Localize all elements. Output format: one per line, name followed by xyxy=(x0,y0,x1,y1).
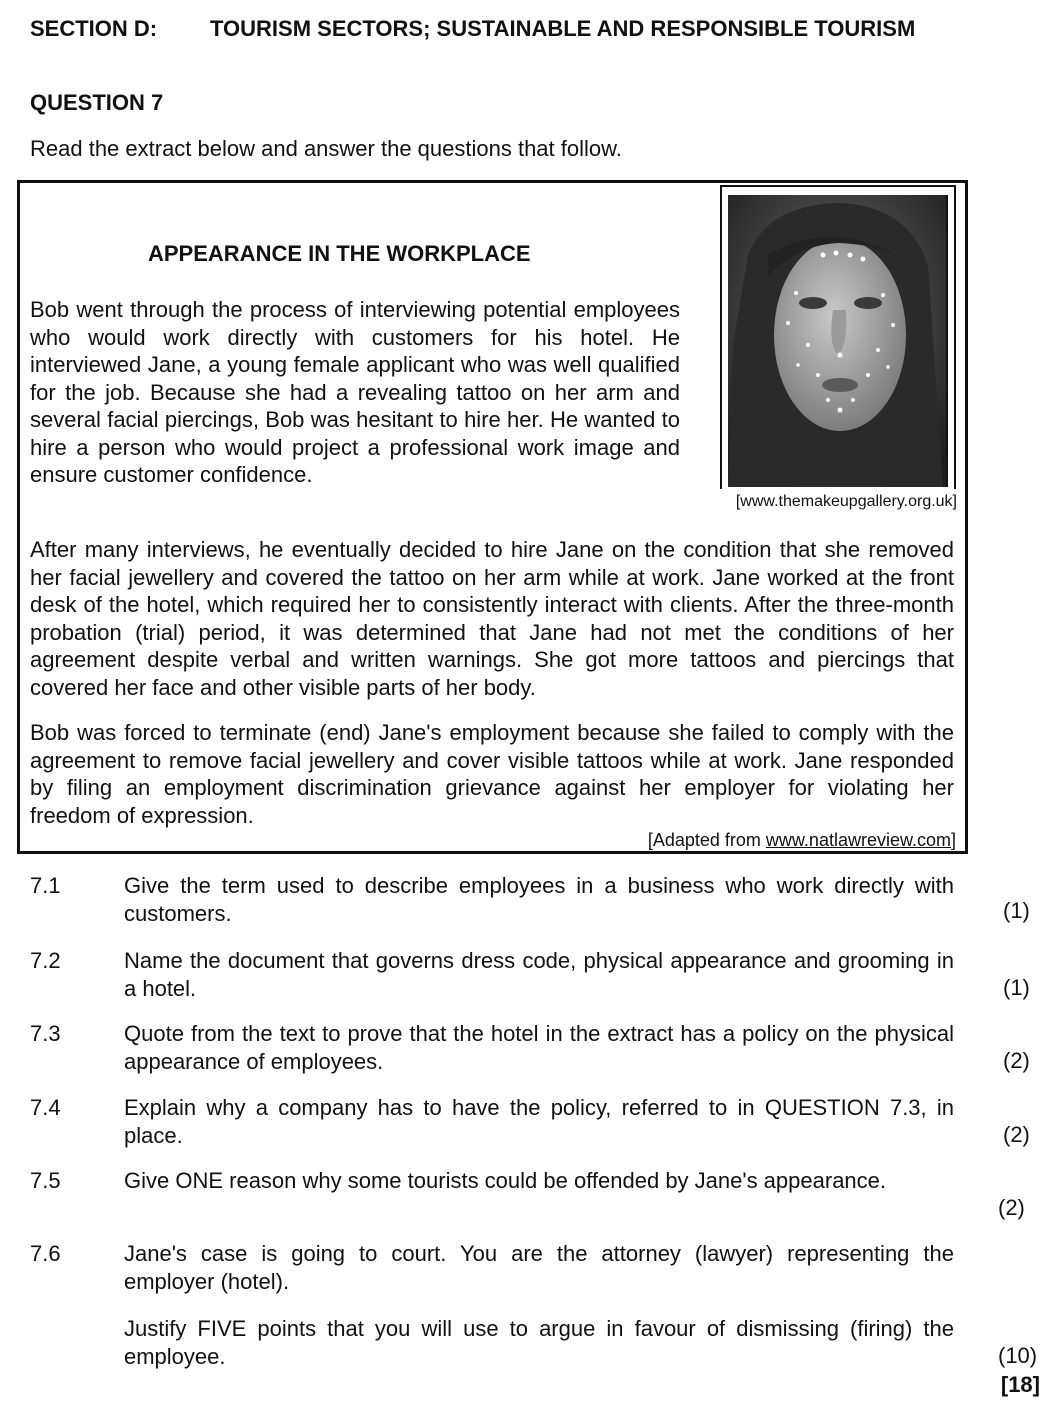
question-number: 7.2 xyxy=(30,948,61,973)
extract-paragraph-1: Bob went through the process of interviewing potential employees who would work directly with customers for his hotel. He interviewed Jane, a young female applicant who was well qualified for the job. Because she had a revealing tattoo on her arm and several facial piercings, Bob was hesitant to hire her. He wanted to hire a person who would project a professional work image and ensure customer confidence. xyxy=(30,297,680,487)
question-text: Quote from the text to prove that the hotel in the extract has a policy on the physical appearance of employees. xyxy=(124,1021,954,1074)
source-link[interactable]: www.natlawreview.com xyxy=(765,830,951,850)
source-suffix: ] xyxy=(950,830,956,850)
section-label: SECTION D: xyxy=(30,16,158,41)
question-text: Give the term used to describe employees in a business who work directly with customers. xyxy=(124,873,954,926)
image-source-caption: [www.themakeupgallery.org.uk] xyxy=(735,493,957,510)
extract-paragraph-2: After many interviews, he eventually decided to hire Jane on the condition that she removed her facial jewellery and covered the tattoo on her arm while at work. Jane worked at the front desk of the hotel, which required her to consistently interact with clients. After the three-month probation (trial) period, it was determined that Jane had not met the conditions of her agreement despite verbal and written warnings. She got more tattoos and piercings that covered her face and other visible parts of her body. xyxy=(30,537,954,700)
question-marks: (2) xyxy=(1003,1122,1030,1147)
question-text: Give ONE reason why some tourists could be offended by Jane's appearance. xyxy=(124,1168,887,1193)
question-number: 7.5 xyxy=(30,1168,61,1193)
question-number: 7.4 xyxy=(30,1095,61,1120)
question-number: 7.3 xyxy=(30,1021,61,1046)
question-text: Explain why a company has to have the policy, referred to in QUESTION 7.3, in place. xyxy=(124,1095,954,1148)
extract-source xyxy=(648,830,956,851)
source-prefix: [Adapted from xyxy=(647,830,766,850)
question-marks: (1) xyxy=(1003,898,1030,923)
question-text: Jane's case is going to court. You are the attorney (lawyer) representing the employer (hotel). xyxy=(124,1241,954,1294)
extract-box xyxy=(17,180,968,854)
section-heading xyxy=(30,15,954,43)
question-marks: (1) xyxy=(1003,975,1030,1000)
photo-frame xyxy=(720,185,956,489)
question-number: 7.6 xyxy=(30,1241,61,1266)
question-number: 7.1 xyxy=(30,873,61,898)
question-marks: (10) xyxy=(998,1343,1038,1368)
question-text: Name the document that governs dress code, physical appearance and grooming in a hotel. xyxy=(124,948,954,1001)
extract-title: APPEARANCE IN THE WORKPLACE xyxy=(148,241,531,266)
question-text: Justify FIVE points that you will use to argue in favour of dismissing (firing) the employee. xyxy=(124,1316,954,1369)
question-title: QUESTION 7 xyxy=(30,90,164,115)
total-marks: [18] xyxy=(1000,1372,1040,1397)
extract-paragraph-3: Bob was forced to terminate (end) Jane's employment because she failed to comply with the agreement to remove facial jewellery and cover visible tattoos while at work. Jane responded by filing an employment discrimination grievance against her employer for violating her freedom of expression. xyxy=(30,720,954,828)
question-marks: (2) xyxy=(998,1195,1025,1220)
face-photo xyxy=(728,195,948,487)
instruction-text: Read the extract below and answer the questions that follow. xyxy=(30,136,622,161)
section-title: TOURISM SECTORS; SUSTAINABLE AND RESPONSIBLE TOURISM xyxy=(210,16,916,41)
question-marks: (2) xyxy=(1003,1048,1030,1073)
